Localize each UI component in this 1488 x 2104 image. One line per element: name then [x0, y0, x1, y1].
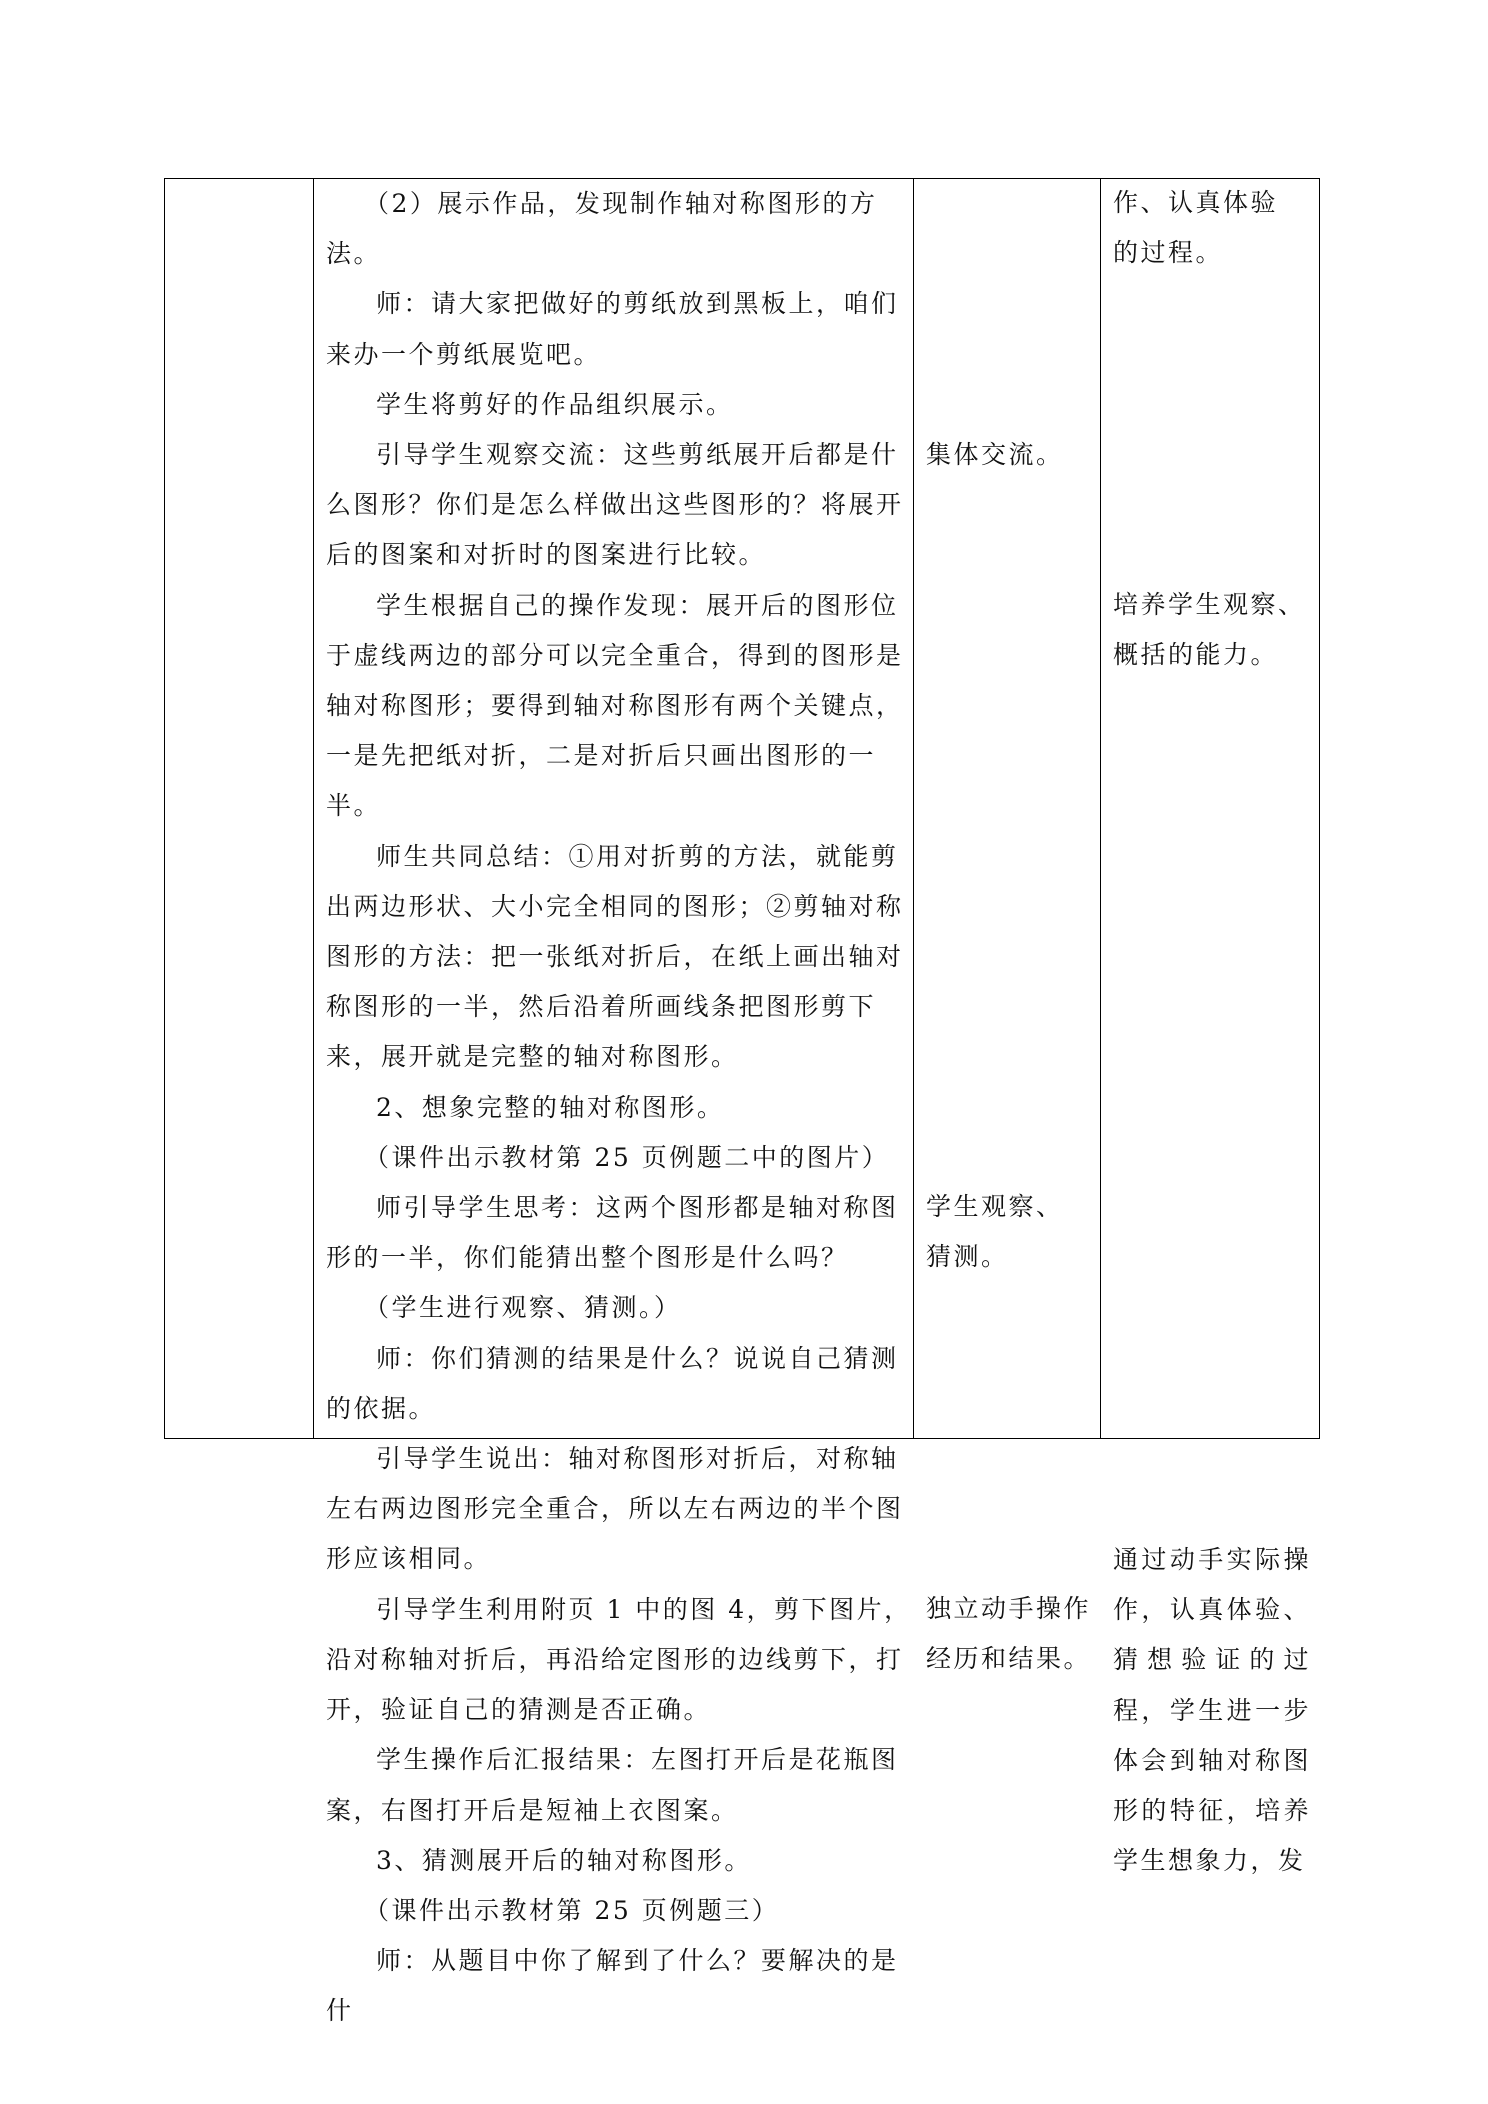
lesson-plan-table: [164, 178, 1320, 2026]
paragraph: 学生操作后汇报结果：左图打开后是花瓶图案，右图打开后是短袖上衣图案。: [326, 1745, 899, 1825]
paragraph: 引导学生说出：轴对称图形对折后，对称轴左右两边图形完全重合，所以左右两边的半个图形应该相同。: [326, 1444, 904, 1574]
paragraph: 引导学生利用附页 1 中的图 4，剪下图片，沿对称轴对折后，再沿给定图形的边线剪下，打开，验证自己的猜测是否正确。: [326, 1594, 912, 1725]
teaching-process-text: [314, 179, 935, 2026]
design-intent-cell: [1101, 179, 1320, 1876]
design-intent-note: 培养学生观察、概括的能力。: [1113, 590, 1306, 670]
paragraph: （2）展示作品，发现制作轴对称图形的方法。: [326, 189, 878, 269]
student-activity-note: 独立动手操作经历和结果。: [926, 1594, 1092, 1674]
paragraph: 师：你们猜测的结果是什么？说说自己猜测的依据。: [326, 1343, 899, 1423]
paragraph: 师生共同总结：①用对折剪的方法，就能剪出两边形状、大小完全相同的图形；②剪轴对称图形的方法：把一张纸对折后，在纸上画出轴对称图形的一半，然后沿着所画线条把图形剪下来，展开就是完整的轴对称图形。: [326, 841, 904, 1072]
paragraph: 3、猜测展开后的轴对称图形。: [376, 1845, 752, 1875]
design-intent-note: 通过动手实际操作，认真体验、猜想验证的过程，学生进一步体会到轴对称图形的特征，培养学生想象力，发: [1113, 1545, 1311, 1876]
student-activity-note: 学生观察、猜测。: [926, 1192, 1064, 1272]
student-activity-note: 集体交流。: [926, 440, 1064, 469]
paragraph: 师引导学生思考：这两个图形都是轴对称图形的一半，你们能猜出整个图形是什么吗？: [326, 1193, 899, 1273]
paragraph: （课件出示教材第 25 页例题三）: [364, 1895, 780, 1925]
table-row: [165, 179, 1320, 1439]
paragraph: （学生进行观察、猜测。）: [364, 1293, 682, 1323]
teaching-process-cell: [314, 179, 914, 2026]
student-activity-cell: [914, 179, 1101, 1674]
paragraph: （课件出示教材第 25 页例题二中的图片）: [364, 1142, 890, 1172]
design-intent-note: 作、认真体验的过程。: [1113, 188, 1279, 268]
stage-cell: [165, 179, 314, 1439]
paragraph: 学生根据自己的操作发现：展开后的图形位于虚线两边的部分可以完全重合，得到的图形是轴对称图形；要得到轴对称图形有两个关键点，一是先把纸对折，二是对折后只画出图形的一半。: [326, 590, 904, 821]
paragraph: 师：请大家把做好的剪纸放到黑板上，咱们来办一个剪纸展览吧。: [326, 289, 899, 369]
paragraph: 学生将剪好的作品组织展示。: [376, 389, 734, 419]
paragraph: 引导学生观察交流：这些剪纸展开后都是什么图形？你们是怎么样做出这些图形的？将展开后的图案和对折时的图案进行比较。: [326, 440, 904, 570]
paragraph: 2、想象完整的轴对称图形。: [376, 1092, 725, 1122]
paragraph: 师：从题目中你了解到了什么？要解决的是什: [326, 1946, 899, 2026]
